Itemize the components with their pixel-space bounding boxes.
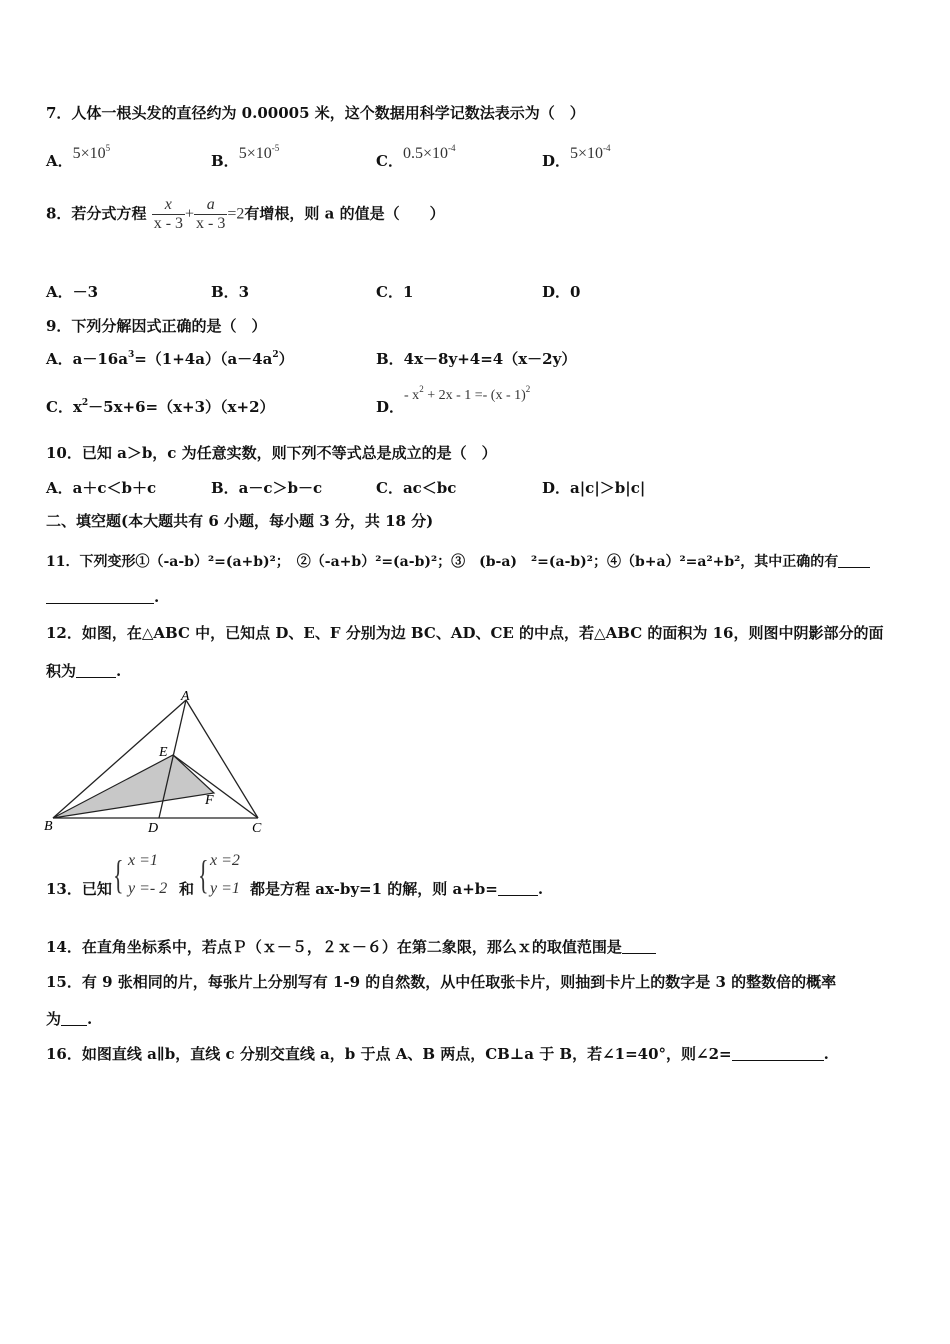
q8-option-a: A．－3 [46, 283, 99, 301]
q15-line2: 为 . [46, 1010, 93, 1028]
q13-and: 和 [179, 880, 195, 898]
q7-option-a: A．$5\times 10^5$ [46, 143, 111, 170]
q8-fraction-1: $\frac{x}{x - 3}$ [153, 196, 184, 232]
q11-text: 11．下列变形①（-a-b）²=(a+b)²； ②（-a+b）²=(a-b)²；③ (b-a) ²=(a-b)²；④（b+a）²=a²+b²，其中正确的有 [46, 551, 870, 571]
q7-option-b: B．$5\times 10^{-5}$ [211, 143, 280, 170]
q7-option-d: D．$5\times 10^{-4}$ [542, 143, 611, 170]
label-f: F [205, 793, 214, 808]
q10-stem: 10．已知 a＞b，c 为任意实数，则下列不等式总是成立的是（ ） [46, 444, 497, 462]
q8-fraction-2: $\frac{a}{x - 3}$ [196, 196, 226, 232]
shaded-triangle [53, 755, 214, 818]
q7-stem: 7．人体一根头发的直径约为 0.00005 米，这个数据用科学记数法表示为（ ） [46, 104, 585, 122]
q16-text: 16．如图直线 a∥b，直线 c 分别交直线 a，b 于点 A、B 两点，CB⊥a 于 B，若∠1=40°，则∠2= . [46, 1045, 829, 1063]
q9-option-c: C．$x^2-5x+6=(x+3)(x+2)$ [46, 398, 275, 416]
q9-option-b: B．4x－8y+4=4（x－2y） [376, 350, 577, 368]
q8-stem: 8．若分式方程 $\frac{x}{x - 3}$ + $\frac{a}{x - 3}$ =2有增根，则 a 的值是（ ） [46, 196, 445, 232]
q12-line2: 积为 . [46, 662, 122, 680]
q9-option-d: D．- $x^2 + 2x - 1 =- (x - 1)^2$ [376, 384, 531, 416]
label-c: C [252, 821, 262, 836]
q13-prefix: 13．已知 [46, 880, 112, 898]
q9-option-a: A．$a-16a^3=(1+4a)(a-4a^2)$ [46, 350, 294, 368]
q15-line1: 15．有 9 张相同的片，每张片上分别写有 1-9 的自然数，从中任取张卡片，则抽到卡片上的数字是 3 的整数倍的概率 [46, 973, 837, 991]
q8-option-c: C．1 [376, 283, 414, 301]
q13-suffix: 都是方程 ax-by=1 的解，则 a+b= . [250, 880, 544, 898]
q11-answer-line: . [46, 588, 159, 606]
q10-option-b: B．a－c＞b－c [211, 479, 323, 497]
brace-2: { [198, 852, 209, 897]
brace-1: { [113, 852, 124, 897]
q8-option-d: D．0 [542, 283, 581, 301]
label-b: B [44, 819, 53, 834]
q10-option-c: C．ac＜bc [376, 479, 457, 497]
q10-option-a: A．a＋c＜b＋c [46, 479, 157, 497]
triangle-figure [42, 688, 272, 836]
q14-text: 14．在直角坐标系中，若点Ｐ（ｘ－５，２ｘ－６）在第二象限，那么ｘ的取值范围是 [46, 936, 656, 957]
label-a: A [181, 689, 190, 704]
system1-line2: y =- 2 [128, 880, 168, 897]
system1-line1: x =1 [128, 852, 158, 869]
label-e: E [159, 745, 168, 760]
system2-line2: y =1 [210, 880, 240, 897]
side-ac [186, 700, 258, 818]
system2-line1: x =2 [210, 852, 240, 869]
q8-option-b: B．3 [211, 283, 250, 301]
q9-stem: 9．下列分解因式正确的是（ ） [46, 317, 267, 335]
label-d: D [148, 821, 159, 836]
section-heading: 二、填空题(本大题共有 6 小题，每小题 3 分，共 18 分) [46, 512, 434, 530]
q10-option-d: D．a|c|＞b|c| [542, 479, 646, 497]
q7-option-c: C．$0.5\times 10^{-4}$ [376, 143, 456, 170]
q12-line1: 12．如图，在△ABC 中，已知点 D、E、F 分别为边 BC、AD、CE 的中点，若△ABC 的面积为 16，则图中阴影部分的面 [46, 624, 884, 642]
